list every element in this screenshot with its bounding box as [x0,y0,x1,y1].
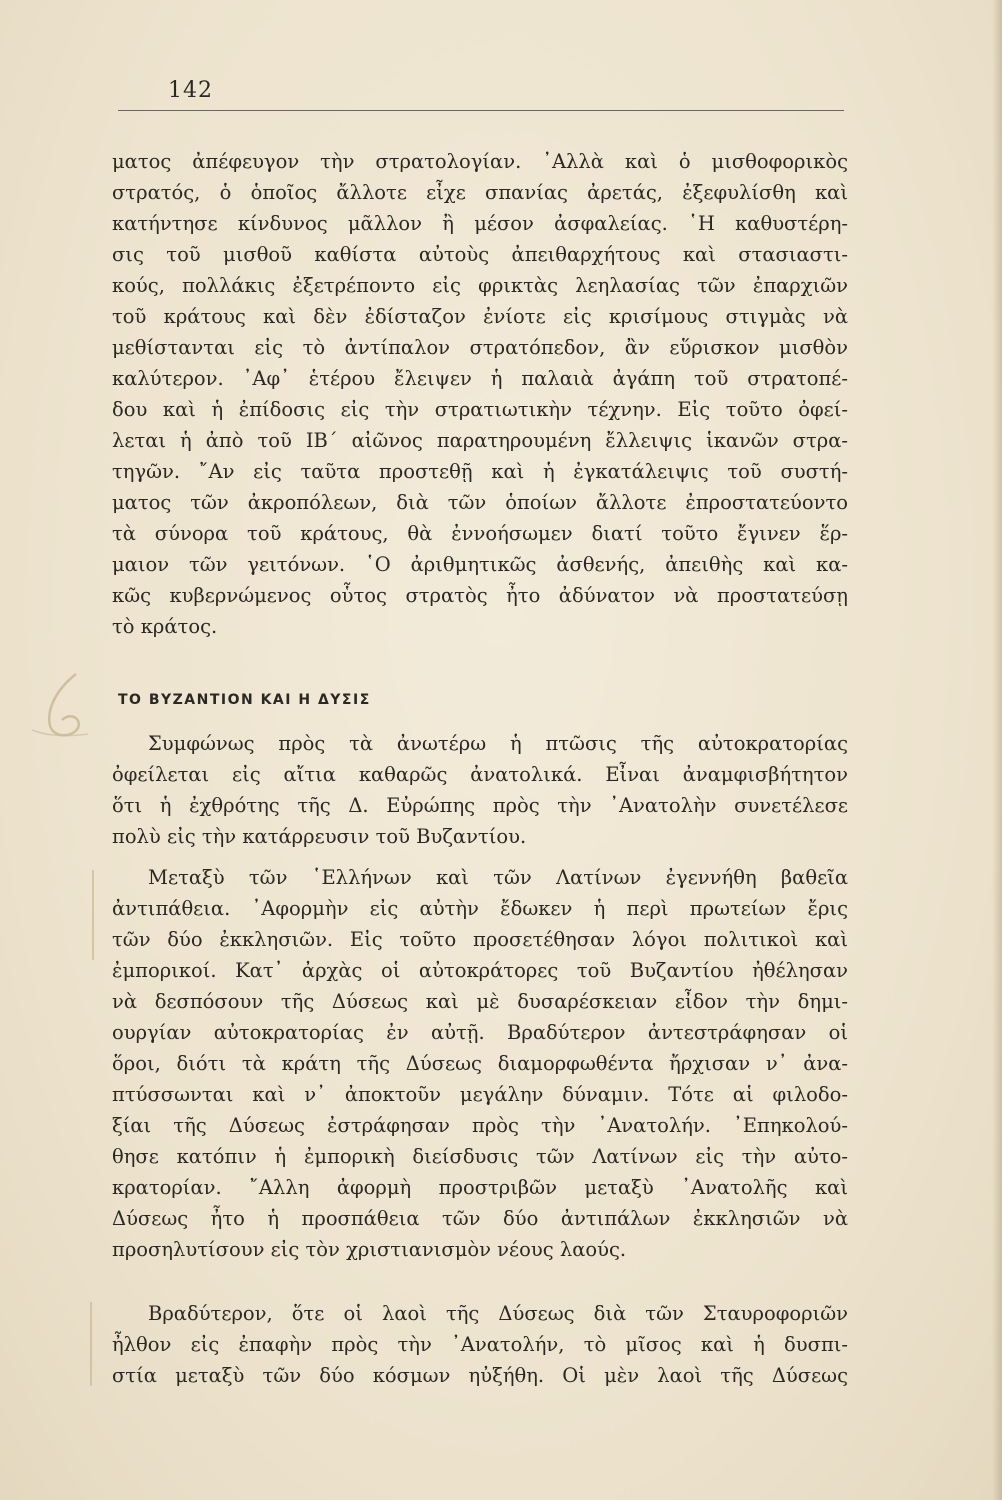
text-line: κρατορίαν. ῎Αλλη ἀφορμὴ προστριβῶν μεταξὺ ᾿Ανατολῆς καὶ [112,1176,848,1199]
page-number: 142 [168,78,213,103]
handwritten-margin-mark [28,668,98,748]
text-line: τὰ σύνορα τοῦ κράτους, θὰ ἐννοήσωμεν διατί τοῦτο ἔγινεν ἕρ- [112,522,848,545]
text-line: κούς, πολλάκις ἐξετρέποντο εἰς φρικτὰς λεηλασίας τῶν ἐπαρχιῶν [112,274,848,297]
page-edge-shadow [992,0,1002,1500]
text-line: πτύσσωνται καὶ ν᾿ ἀποκτοῦν μεγάλην δύναμιν. Τότε αἱ φιλοδο- [112,1083,848,1106]
text-line: ἀντιπάθεια. ᾿Αφορμὴν εἰς αὐτὴν ἔδωκεν ἡ περὶ πρωτείων ἔρις [112,897,848,920]
text-line: ὅροι, διότι τὰ κράτη τῆς Δύσεως διαμορφωθέντα ἤρχισαν ν᾿ ἀνα- [112,1052,848,1075]
text-line: θησε κατόπιν ἡ ἐμπορικὴ διείσδυσις τῶν Λατίνων εἰς τὴν αὐτο- [112,1145,848,1168]
text-line: κατήντησε κίνδυνος μᾶλλον ἢ μέσον ἀσφαλείας. ῾Η καθυστέρη- [112,212,848,235]
text-line: κῶς κυβερνώμενος οὗτος στρατὸς ἦτο ἀδύνατον νὰ προστατεύσῃ [112,584,848,607]
text-line: ξίαι τῆς Δύσεως ἐστράφησαν πρὸς τὴν ᾿Ανατολήν. ᾿Επηκολού- [112,1114,848,1137]
text-line: νὰ δεσπόσουν τῆς Δύσεως καὶ μὲ δυσαρέσκειαν εἶδον τὴν δημι- [112,990,848,1013]
text-line: τοῦ κράτους καὶ δὲν ἐδίσταζον ἐνίοτε εἰς κρισίμους στιγμὰς νὰ [112,305,848,328]
paragraph-4 [112,1298,848,1391]
text-line: λεται ἡ ἀπὸ τοῦ ΙΒ´ αἰῶνος παρατηρουμένη ἔλλειψις ἱκανῶν στρα- [112,429,848,452]
text-line: μαιον τῶν γειτόνων. ῾Ο ἀριθμητικῶς ἀσθενής, ἀπειθὴς καὶ κα- [112,553,848,576]
paragraph-1 [112,146,848,642]
text-line: σις τοῦ μισθοῦ καθίστα αὐτοὺς ἀπειθαρχήτους καὶ στασιαστι- [112,243,848,266]
text-line: ἦλθον εἰς ἐπαφὴν πρὸς τὴν ᾿Ανατολήν, τὸ μῖσος καὶ ἡ δυσπι- [112,1333,848,1356]
text-line: ματος τῶν ἀκροπόλεων, διὰ τῶν ὁποίων ἄλλοτε ἐπροστατεύοντο [112,491,848,514]
section-heading: ΤΟ ΒΥΖΑΝΤΙΟΝ ΚΑΙ Η ΔΥΣΙΣ [118,692,371,708]
text-line: δου καὶ ἡ ἐπίδοσις εἰς τὴν στρατιωτικὴν τέχνην. Εἰς τοῦτο ὀφεί- [112,398,848,421]
text-line: πολὺ εἰς τὴν κατάρρευσιν τοῦ Βυζαντίου. [112,825,527,848]
text-line: καλύτερον. ᾿Αφ᾿ ἑτέρου ἔλειψεν ἡ παλαιὰ ἀγάπη τοῦ στρατοπέ- [112,367,848,390]
text-line: ὅτι ἡ ἐχθρότης τῆς Δ. Εὐρώπης πρὸς τὴν ᾿Ανατολὴν συνετέλεσε [112,794,848,817]
text-line: τῶν δύο ἐκκλησιῶν. Εἰς τοῦτο προσετέθησαν λόγοι πολιτικοὶ καὶ [112,928,848,951]
header-rule [118,110,844,111]
text-line: ἐμπορικοί. Κατ᾿ ἀρχὰς οἱ αὐτοκράτορες τοῦ Βυζαντίου ἠθέλησαν [112,959,848,982]
text-line: Συμφώνως πρὸς τὰ ἀνωτέρω ἡ πτῶσις τῆς αὐτοκρατορίας [148,732,848,755]
text-line: Βραδύτερον, ὅτε οἱ λαοὶ τῆς Δύσεως διὰ τῶν Σταυροφοριῶν [148,1302,848,1325]
text-line: στία μεταξὺ τῶν δύο κόσμων ηὐξήθη. Οἱ μὲν λαοὶ τῆς Δύσεως [112,1364,848,1387]
text-line: τηγῶν. ῎Αν εἰς ταῦτα προστεθῇ καὶ ἡ ἐγκατάλειψις τοῦ συστή- [112,460,848,483]
text-line: στρατός, ὁ ὁποῖος ἄλλοτε εἶχε σπανίας ἀρετάς, ἐξεφυλίσθη καὶ [112,181,848,204]
paragraph-3 [112,862,848,1265]
text-line: ουργίαν αὐτοκρατορίας ἐν αὐτῇ. Βραδύτερον ἀντεστράφησαν οἱ [112,1021,848,1044]
text-line: προσηλυτίσουν εἰς τὸν χριστιανισμὸν νέους λαούς. [112,1238,627,1261]
paragraph-2 [112,728,848,852]
text-line: τὸ κράτος. [112,615,218,638]
margin-bracket [92,870,100,960]
text-line: ματος ἀπέφευγον τὴν στρατολογίαν. ᾿Αλλὰ καὶ ὁ μισθοφορικὸς [112,150,848,173]
text-line: ὀφείλεται εἰς αἴτια καθαρῶς ἀνατολικά. Εἶναι ἀναμφισβήτητον [112,763,848,786]
text-line: μεθίστανται εἰς τὸ ἀντίπαλον στρατόπεδον, ἂν εὕρισκον μισθὸν [112,336,848,359]
text-line: Μεταξὺ τῶν ῾Ελλήνων καὶ τῶν Λατίνων ἐγεννήθη βαθεῖα [148,866,848,889]
text-line: Δύσεως ἦτο ἡ προσπάθεια τῶν δύο ἀντιπάλων ἐκκλησιῶν νὰ [112,1207,848,1230]
margin-bracket [90,1302,98,1386]
